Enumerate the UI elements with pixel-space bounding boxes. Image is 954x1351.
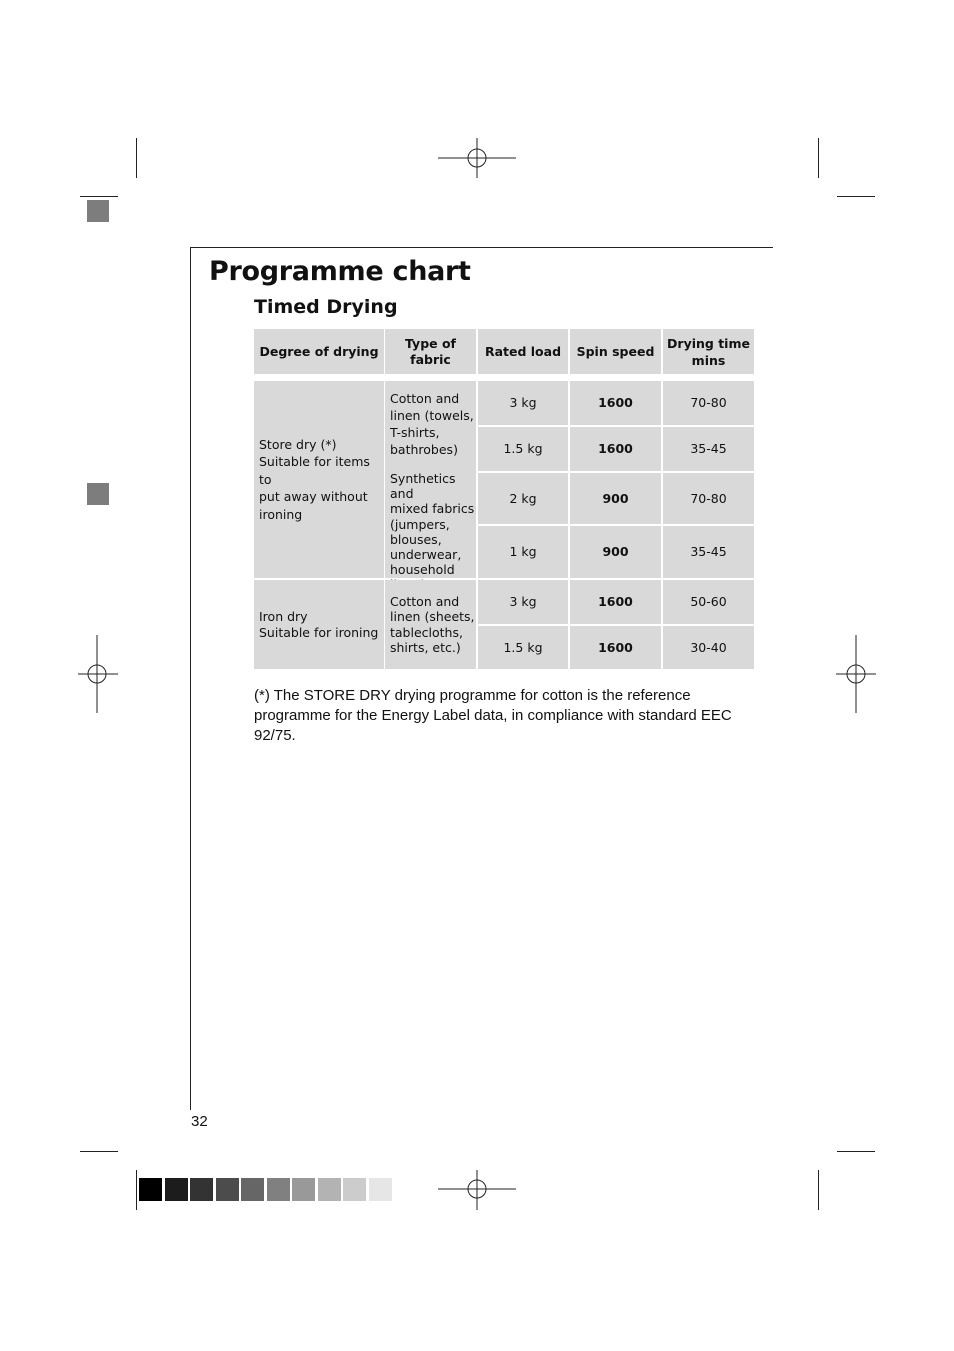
degree-line: put away without: [259, 489, 368, 505]
color-swatch: [318, 1178, 341, 1201]
fabric-line: shirts, etc.): [390, 640, 461, 655]
side-marker-square: [87, 200, 109, 222]
load-cell: 2 kg: [478, 473, 568, 524]
color-swatch: [165, 1178, 188, 1201]
page-number: 32: [191, 1113, 208, 1130]
registration-mark-icon: [438, 138, 518, 178]
fabric-line: T-shirts,: [390, 425, 440, 440]
degree-line: Suitable for ironing: [259, 624, 379, 640]
crop-mark: [136, 1170, 137, 1210]
table-header-time: [663, 329, 754, 374]
fabric-cell-cotton-sheets: [385, 580, 476, 669]
time-cell: 70-80: [663, 381, 754, 425]
degree-line: Store dry (*): [259, 436, 337, 452]
table-header-degree: Degree of drying: [254, 329, 384, 374]
fabric-cell-synthetics: [385, 468, 476, 578]
table-header-load: Rated load: [478, 329, 568, 374]
color-swatch: [190, 1178, 213, 1201]
color-swatch: [241, 1178, 264, 1201]
load-cell: 1.5 kg: [478, 427, 568, 471]
time-cell: 35-45: [663, 427, 754, 471]
spin-cell: 1600: [570, 580, 661, 624]
degree-line: Iron dry: [259, 609, 308, 624]
color-swatch: [292, 1178, 315, 1201]
table-header-time-line2: mins: [691, 352, 726, 368]
fabric-line: blouses,: [390, 531, 442, 547]
color-swatch: [216, 1178, 239, 1201]
fabric-cell-cotton-towels: [385, 381, 476, 468]
crop-mark: [818, 138, 819, 178]
table-header-time-line1: Drying time: [667, 335, 750, 351]
section-subtitle: Timed Drying: [254, 296, 398, 318]
crop-mark: [80, 1151, 118, 1152]
table-header-fabric: Type of fabric: [385, 329, 476, 374]
crop-mark: [80, 196, 118, 197]
color-swatch: [343, 1178, 366, 1201]
spin-cell: 1600: [570, 626, 661, 669]
color-swatch: [139, 1178, 162, 1201]
fabric-line: (jumpers,: [390, 516, 450, 532]
color-swatch: [267, 1178, 290, 1201]
time-cell: 50-60: [663, 580, 754, 624]
fabric-line: Cotton and: [390, 593, 460, 609]
load-cell: 1 kg: [478, 526, 568, 578]
load-cell: 3 kg: [478, 580, 568, 624]
fabric-line: household: [390, 562, 455, 578]
footnote: (*) The STORE DRY drying programme for cotton is the reference programme for the Energy Label data, in compliance with standard EEC 92/75.: [254, 687, 732, 744]
crop-mark: [136, 138, 137, 178]
fabric-line: Synthetics and: [390, 471, 456, 502]
degree-line: ironing: [259, 506, 303, 522]
crop-mark: [837, 196, 875, 197]
fabric-line: tablecloths,: [390, 624, 463, 640]
fabric-line: bathrobes): [390, 442, 458, 457]
degree-cell-iron-dry: [254, 580, 384, 669]
registration-mark-icon: [438, 1170, 518, 1210]
fabric-line: underwear,: [390, 547, 462, 563]
registration-mark-icon: [836, 635, 876, 715]
fabric-line: linen (towels,: [390, 408, 474, 423]
crop-mark: [818, 1170, 819, 1210]
page-title: Programme chart: [209, 256, 471, 287]
registration-mark-icon: [78, 635, 118, 715]
time-cell: 35-45: [663, 526, 754, 578]
time-cell: 30-40: [663, 626, 754, 669]
spin-cell: 900: [570, 473, 661, 524]
time-cell: 70-80: [663, 473, 754, 524]
frame-top-rule: [190, 247, 773, 248]
fabric-line: mixed fabrics: [390, 501, 475, 517]
load-cell: 3 kg: [478, 381, 568, 425]
degree-line: Suitable for items to: [259, 454, 370, 487]
frame-left-rule: [190, 247, 191, 1110]
fabric-line: linen (sheets,: [390, 609, 475, 624]
table-header-spin: Spin speed: [570, 329, 661, 374]
spin-cell: 1600: [570, 427, 661, 471]
crop-mark: [837, 1151, 875, 1152]
spin-cell: 1600: [570, 381, 661, 425]
side-marker-square: [87, 483, 109, 505]
color-swatch: [369, 1178, 392, 1201]
degree-cell-store-dry: [254, 381, 384, 578]
fabric-line: Cotton and: [390, 391, 460, 406]
load-cell: 1.5 kg: [478, 626, 568, 669]
spin-cell: 900: [570, 526, 661, 578]
